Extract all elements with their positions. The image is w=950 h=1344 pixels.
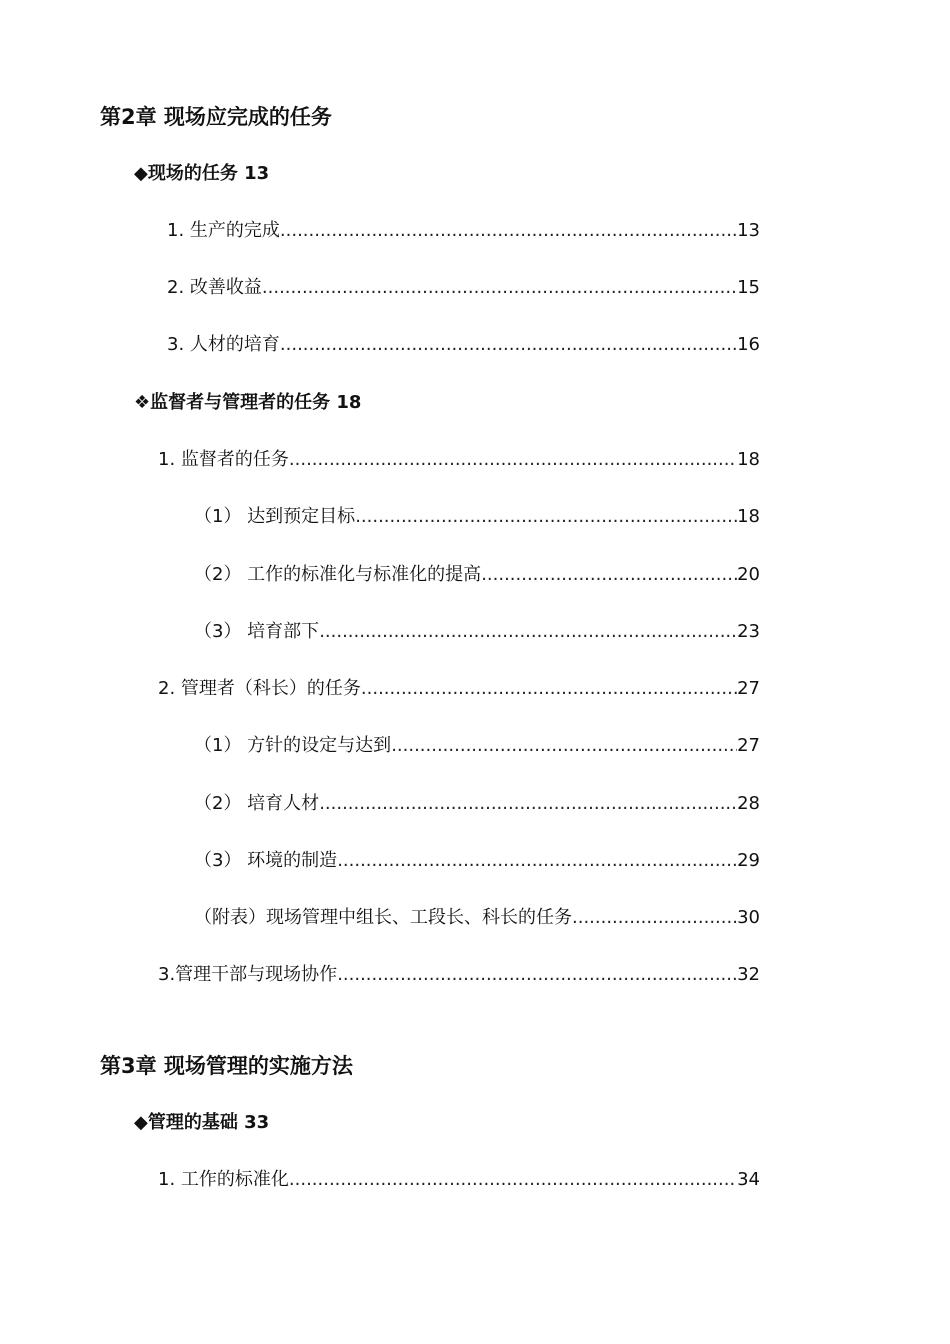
toc-entry-page: 30 (737, 907, 760, 928)
toc-entry-page: 23 (737, 621, 760, 642)
toc-entry-page: 20 (737, 564, 760, 585)
toc-entry-page: 34 (737, 1169, 760, 1190)
dot-leader (481, 561, 737, 589)
toc-entry-label: （2） 工作的标准化与标准化的提高 (194, 564, 482, 585)
dot-leader (319, 618, 737, 646)
chapter-3-title: 第3章 现场管理的实施方法 (100, 1054, 353, 1078)
toc-entry[interactable] (167, 331, 760, 359)
dot-leader (280, 331, 737, 359)
toc-entry[interactable] (158, 961, 760, 989)
toc-entry[interactable] (194, 732, 760, 760)
toc-entry[interactable] (194, 561, 760, 589)
toc-entry-page: 18 (737, 449, 760, 470)
toc-entry-page: 15 (737, 277, 760, 298)
toc-entry[interactable] (167, 217, 760, 245)
toc-entry-page: 32 (737, 964, 760, 985)
toc-entry-page: 27 (737, 678, 760, 699)
toc-entry[interactable] (158, 446, 760, 474)
toc-entry[interactable] (158, 675, 760, 703)
toc-entry-label: 2. 改善收益 (167, 277, 262, 298)
toc-entry-page: 28 (737, 793, 760, 814)
toc-entry-page: 27 (737, 735, 760, 756)
dot-leader (337, 961, 737, 989)
toc-entry[interactable] (158, 1166, 760, 1194)
toc-entry-label: （1） 方针的设定与达到 (194, 735, 392, 756)
toc-entry-label: （3） 培育部下 (194, 621, 320, 642)
toc-entry-label: 1. 生产的完成 (167, 220, 280, 241)
toc-entry-page: 29 (737, 850, 760, 871)
toc-entry[interactable] (194, 790, 760, 818)
dot-leader (319, 790, 737, 818)
toc-entry-label: 1. 监督者的任务 (158, 449, 289, 470)
section-management-basics-heading: ◆管理的基础 33 (134, 1112, 270, 1133)
dot-leader (262, 274, 737, 302)
dot-leader (289, 1166, 737, 1194)
chapter-2-title: 第2章 现场应完成的任务 (100, 105, 332, 129)
toc-entry[interactable] (194, 503, 760, 531)
toc-entry-label: （2） 培育人材 (194, 793, 320, 814)
toc-entry[interactable] (194, 618, 760, 646)
toc-entry-label: 3. 人材的培育 (167, 334, 280, 355)
section-supervisor-manager-heading: ❖监督者与管理者的任务 18 (134, 392, 362, 413)
dot-leader (361, 675, 737, 703)
dot-leader (280, 217, 737, 245)
toc-entry-label: （1） 达到预定目标 (194, 506, 356, 527)
toc-entry-label: （3） 环境的制造 (194, 850, 338, 871)
toc-entry[interactable] (194, 847, 760, 875)
toc-entry-page: 16 (737, 334, 760, 355)
dot-leader (391, 732, 737, 760)
dot-leader (572, 904, 737, 932)
dot-leader (355, 503, 737, 531)
dot-leader (289, 446, 737, 474)
toc-entry-label: 1. 工作的标准化 (158, 1169, 289, 1190)
dot-leader (337, 847, 737, 875)
toc-entry-label: 2. 管理者（科长）的任务 (158, 678, 361, 699)
toc-entry-page: 18 (737, 506, 760, 527)
toc-entry-label: 3.管理干部与现场协作 (158, 964, 338, 985)
toc-entry[interactable] (194, 904, 760, 932)
toc-entry[interactable] (167, 274, 760, 302)
section-onsite-tasks-heading: ◆现场的任务 13 (134, 163, 270, 184)
toc-entry-label: （附表）现场管理中组长、工段长、科长的任务 (194, 907, 572, 928)
toc-entry-page: 13 (737, 220, 760, 241)
